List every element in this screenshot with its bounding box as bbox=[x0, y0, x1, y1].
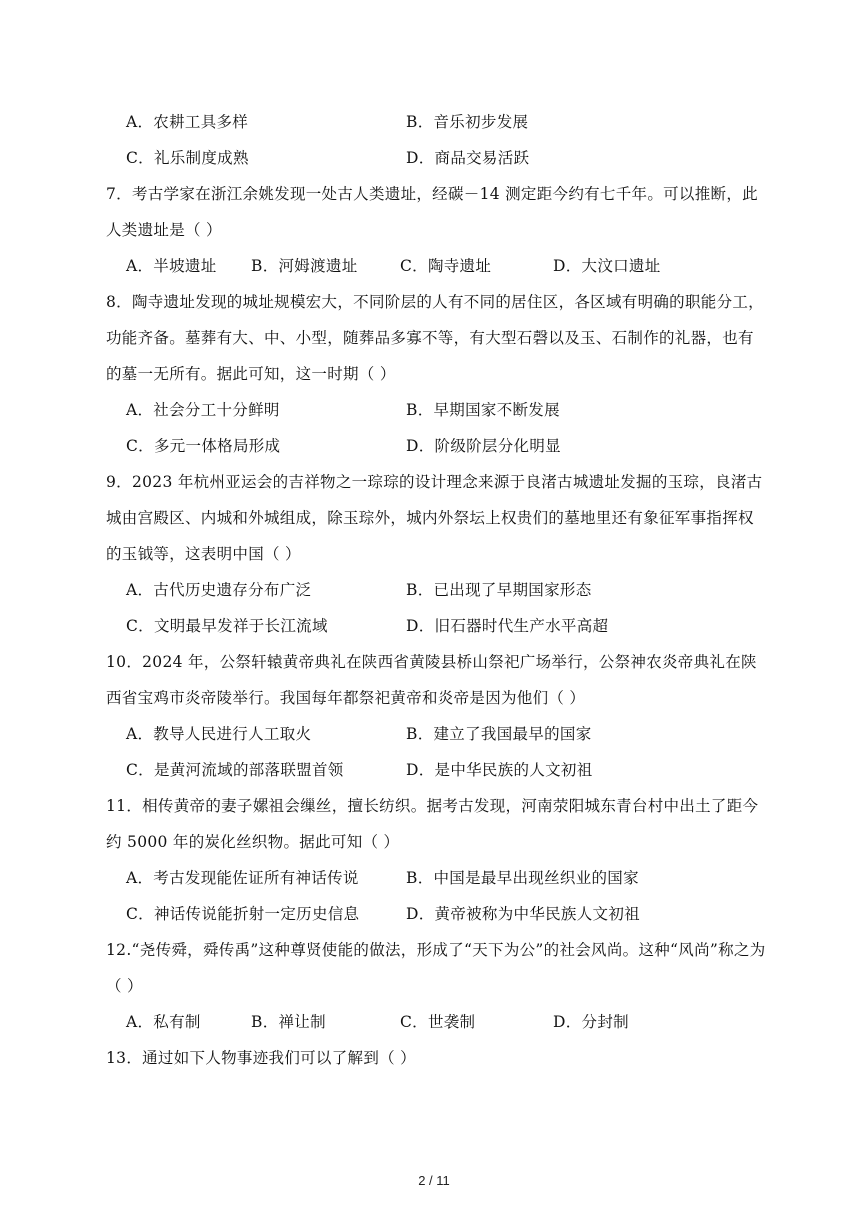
q12-option-a: A．私有制 bbox=[126, 1013, 201, 1031]
q11-option-c: C．神话传说能折射一定历史信息 bbox=[126, 905, 360, 923]
q6-option-b: B．音乐初步发展 bbox=[406, 113, 529, 131]
q12-stem-line-1: 12.“尧传舜，舜传禹”这种尊贤使能的做法，形成了“天下为公”的社会风尚。这种“风尚”称之为 bbox=[106, 941, 766, 959]
q9-option-b: B．已出现了早期国家形态 bbox=[406, 581, 592, 599]
q8-option-d: D．阶级阶层分化明显 bbox=[406, 437, 561, 455]
q8-stem-line-3: 的墓一无所有。据此可知，这一时期（ ） bbox=[106, 365, 396, 383]
q8-stem-line-1: 8．陶寺遗址发现的城址规模宏大，不同阶层的人有不同的居住区，各区域有明确的职能分工， bbox=[106, 293, 764, 311]
q9-option-d: D．旧石器时代生产水平高超 bbox=[406, 617, 609, 635]
q8-options-row-1 bbox=[106, 392, 766, 428]
q9-option-c: C．文明最早发祥于长江流域 bbox=[126, 617, 328, 635]
q9-options-row-1 bbox=[106, 572, 766, 608]
q10-options-row-2 bbox=[106, 752, 766, 788]
q10-options-row-1 bbox=[106, 716, 766, 752]
page-number: 2 / 11 bbox=[418, 1173, 450, 1188]
q9-option-a: A．古代历史遗存分布广泛 bbox=[126, 581, 312, 599]
q10-option-d: D．是中华民族的人文初祖 bbox=[406, 761, 593, 779]
question-content bbox=[106, 104, 766, 1076]
q8-option-b: B．早期国家不断发展 bbox=[406, 401, 560, 419]
q8-stem-line-2: 功能齐备。墓葬有大、中、小型，随葬品多寡不等，有大型石磬以及玉、石制作的礼器，也有 bbox=[106, 329, 754, 347]
q7-option-c: C．陶寺遗址 bbox=[400, 257, 492, 275]
q12-option-d: D．分封制 bbox=[553, 1013, 629, 1031]
q10-option-a: A．教导人民进行人工取火 bbox=[126, 725, 312, 743]
q11-option-d: D．黄帝被称为中华民族人文初祖 bbox=[406, 905, 640, 923]
q9-stem-line-3: 的玉钺等，这表明中国（ ） bbox=[106, 545, 301, 563]
q6-option-a: A．农耕工具多样 bbox=[126, 113, 249, 131]
q11-stem-line-1: 11．相传黄帝的妻子嫘祖会缫丝，擅长纺织。据考古发现，河南荥阳城东青台村中出土了距今 bbox=[106, 797, 759, 815]
q7-option-d: D．大汶口遗址 bbox=[553, 257, 661, 275]
q7-options-row bbox=[106, 248, 766, 284]
q7-option-b: B．河姆渡遗址 bbox=[251, 257, 358, 275]
q12-options-row bbox=[106, 1004, 766, 1040]
q7-stem-line-2: 人类遗址是（ ） bbox=[106, 221, 222, 239]
q9-stem-line-2: 城由宫殿区、内城和外城组成，除玉琮外，城内外祭坛上权贵们的墓地里还有象征军事指挥权 bbox=[106, 509, 754, 527]
q9-options-row-2 bbox=[106, 608, 766, 644]
q6-option-d: D．商品交易活跃 bbox=[406, 149, 530, 167]
q11-options-row-1 bbox=[106, 860, 766, 896]
q10-stem-line-1: 10．2024 年，公祭轩辕黄帝典礼在陕西省黄陵县桥山祭祀广场举行，公祭神农炎帝典礼在陕 bbox=[106, 653, 757, 671]
q8-option-c: C．多元一体格局形成 bbox=[126, 437, 281, 455]
q12-option-c: C．世袭制 bbox=[400, 1013, 476, 1031]
q7-option-a: A．半坡遗址 bbox=[126, 257, 217, 275]
q9-stem-line-1: 9．2023 年杭州亚运会的吉祥物之一琮琮的设计理念来源于良渚古城遗址发掘的玉琮，良渚古 bbox=[106, 473, 763, 491]
q10-option-b: B．建立了我国最早的国家 bbox=[406, 725, 592, 743]
q10-option-c: C．是黄河流域的部落联盟首领 bbox=[126, 761, 344, 779]
q13-stem-line-1: 13．通过如下人物事迹我们可以了解到（ ） bbox=[106, 1049, 416, 1067]
q6-options-row-2 bbox=[106, 140, 766, 176]
q11-stem-line-2: 约 5000 年的炭化丝织物。据此可知（ ） bbox=[106, 833, 400, 851]
q8-option-a: A．社会分工十分鲜明 bbox=[126, 401, 280, 419]
q11-options-row-2 bbox=[106, 896, 766, 932]
q12-option-b: B．禅让制 bbox=[251, 1013, 326, 1031]
q10-stem-line-2: 西省宝鸡市炎帝陵举行。我国每年都祭祀黄帝和炎帝是因为他们（ ） bbox=[106, 689, 586, 707]
q7-stem-line-1: 7．考古学家在浙江余姚发现一处古人类遗址，经碳－14 测定距今约有七千年。可以推断，此 bbox=[106, 185, 758, 203]
q11-option-b: B．中国是最早出现丝织业的国家 bbox=[406, 869, 639, 887]
q6-options-row-1 bbox=[106, 104, 766, 140]
q8-options-row-2 bbox=[106, 428, 766, 464]
q11-option-a: A．考古发现能佐证所有神话传说 bbox=[126, 869, 359, 887]
q6-option-c: C．礼乐制度成熟 bbox=[126, 149, 249, 167]
q12-stem-line-2: （ ） bbox=[106, 977, 143, 995]
